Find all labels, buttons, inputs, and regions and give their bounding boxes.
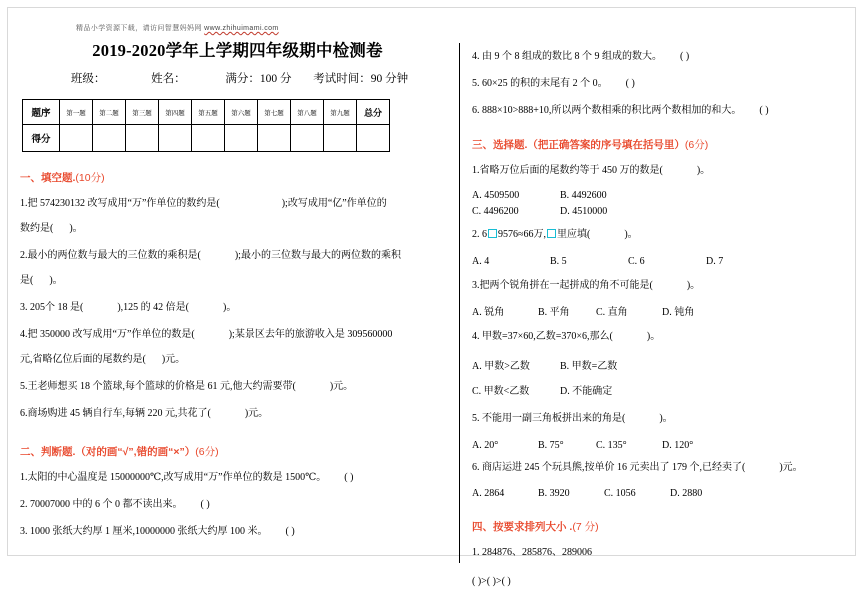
- question-tf-6: [472, 98, 853, 123]
- question-fill-4-text-b: );某景区去年的旅游收入是 309560000: [228, 329, 393, 340]
- option-mc-2-d[interactable]: D. 7: [706, 256, 724, 267]
- option-mc-2-b[interactable]: B. 5: [550, 256, 567, 267]
- question-fill-3-text-b: ),125 的 42 倍是(: [117, 302, 190, 313]
- section-points-fill-in-blank: (10分): [75, 172, 105, 184]
- question-mc-5-text: 5. 不能用一副三角板拼出来的角是(: [472, 413, 626, 424]
- watermark-url: www.zhihuimami.com: [204, 25, 279, 32]
- question-mc-4-text: 4. 甲数=37×60,乙数=370×6,那么(: [472, 331, 613, 342]
- full-marks-label: 满分：100 分: [225, 73, 292, 85]
- question-tf-1-text: 1.太阳的中心温度是 15000000℃,改写成用“万”作单位的数是 1500℃。: [20, 472, 327, 483]
- class-label: 班级：: [70, 73, 106, 85]
- digit-box-icon[interactable]: [488, 229, 497, 238]
- page-title: 2019-2020学年上学期四年级期中检测卷: [92, 41, 383, 60]
- option-mc-4-b[interactable]: B. 甲数=乙数: [560, 361, 618, 372]
- option-mc-4-c[interactable]: C. 甲数<乙数: [472, 386, 530, 397]
- question-tf-2-text: 2. 70007000 中的 6 个 0 都不读出来。: [20, 499, 183, 510]
- watermark: [76, 23, 447, 33]
- question-fill-6: [20, 401, 447, 426]
- score-cell-q1[interactable]: [60, 125, 93, 152]
- answer-parenthesis[interactable]: ( ): [200, 499, 210, 510]
- option-mc-1-b[interactable]: B. 4492600: [560, 190, 607, 201]
- question-mc-4-tail: )。: [646, 331, 661, 342]
- section-heading-fill-in-blank: [20, 170, 447, 185]
- score-cell-q5[interactable]: [192, 125, 225, 152]
- question-tf-6-text: 6. 888×10>888+10,所以两个数相乘的积比两个数相加的和大。: [472, 105, 742, 116]
- question-mc-2-text-c: 里应填(: [557, 229, 591, 240]
- option-mc-6-d[interactable]: D. 2880: [670, 488, 703, 499]
- answer-parenthesis[interactable]: ( ): [344, 472, 354, 483]
- question-tf-5: [472, 71, 853, 96]
- options-mc-5: [472, 436, 853, 455]
- question-mc-3: [472, 273, 853, 298]
- table-cell-total: 总分: [357, 100, 390, 125]
- right-column: [460, 0, 863, 587]
- question-order-1-text: 1. 284876、285876、289006: [472, 547, 592, 558]
- question-mc-6: [472, 457, 853, 479]
- options-mc-3: [472, 303, 853, 322]
- question-fill-6-text-a: 6.商场购进 45 辆自行车,每辆 220 元,共花了(: [20, 408, 211, 419]
- score-cell-q7[interactable]: [258, 125, 291, 152]
- question-tf-2: [20, 492, 447, 517]
- table-cell-q1: 第一题: [60, 100, 93, 125]
- question-mc-4: [472, 324, 853, 349]
- answer-parenthesis[interactable]: ( ): [759, 105, 769, 116]
- option-mc-5-a[interactable]: A. 20°: [472, 440, 499, 451]
- section-heading-true-false: [20, 444, 447, 459]
- table-row-question-order: [23, 100, 390, 125]
- score-cell-q8[interactable]: [291, 125, 324, 152]
- question-fill-4: [20, 322, 447, 372]
- question-fill-1-text-b: );改写成用“亿”作单位的: [281, 198, 387, 209]
- table-cell-q9: 第九题: [324, 100, 357, 125]
- table-cell-q8: 第八题: [291, 100, 324, 125]
- question-fill-2-text-b: );最小的三位数与最大的两位数的乘积: [234, 250, 401, 261]
- option-mc-5-d[interactable]: D. 120°: [662, 440, 694, 451]
- question-order-1: [472, 540, 853, 565]
- question-fill-1-text-c: 数约是(: [20, 223, 54, 234]
- question-fill-4-text-c: 元,省略亿位后面的尾数约是(: [20, 354, 146, 365]
- option-mc-6-b[interactable]: B. 3920: [538, 488, 570, 499]
- question-mc-2-text-b: 9576≈66万,: [498, 229, 546, 240]
- question-tf-3: [20, 519, 447, 544]
- option-mc-3-d[interactable]: D. 钝角: [662, 307, 695, 318]
- options-mc-6: [472, 484, 853, 503]
- question-tf-4-text: 4. 由 9 个 8 组成的数比 8 个 9 组成的数大。: [472, 51, 662, 62]
- table-cell-q5: 第五题: [192, 100, 225, 125]
- question-fill-5-text-b: )元。: [329, 381, 354, 392]
- table-cell-q4: 第四题: [159, 100, 192, 125]
- option-mc-5-c[interactable]: C. 135°: [596, 440, 627, 451]
- section-title-ordering: 四、按要求排列大小 .: [472, 521, 573, 533]
- table-cell-q7: 第七题: [258, 100, 291, 125]
- section-heading-ordering: [472, 519, 853, 534]
- left-column: [8, 0, 459, 563]
- question-fill-2: [20, 243, 447, 293]
- question-tf-1: [20, 465, 447, 490]
- section-points-true-false: (6分): [195, 446, 219, 458]
- section-title-multiple-choice: 三、选择题.（把正确答案的序号填在括号里）: [472, 139, 685, 151]
- table-row-score: [23, 125, 390, 152]
- option-mc-3-a[interactable]: A. 锐角: [472, 307, 505, 318]
- question-fill-1: [20, 191, 447, 241]
- score-table: [22, 99, 390, 152]
- question-fill-5-text-a: 5.王老师想买 18 个篮球,每个篮球的价格是 61 元,他大约需要带(: [20, 381, 296, 392]
- question-mc-5: [472, 406, 853, 431]
- question-tf-5-text: 5. 60×25 的积的末尾有 2 个 0。: [472, 78, 608, 89]
- score-cell-q6[interactable]: [225, 125, 258, 152]
- section-title-fill-in-blank: 一、填空题.: [20, 172, 76, 184]
- option-mc-3-b[interactable]: B. 平角: [538, 307, 570, 318]
- question-mc-5-tail: )。: [659, 413, 673, 424]
- option-mc-3-c[interactable]: C. 直角: [596, 307, 628, 318]
- options-mc-1: [472, 188, 853, 220]
- question-mc-1-tail: )。: [696, 165, 711, 176]
- question-fill-3: [20, 295, 447, 320]
- score-cell-total[interactable]: [357, 125, 390, 152]
- option-mc-1-a[interactable]: A. 4509500: [472, 190, 520, 201]
- question-mc-1: [472, 158, 853, 183]
- score-cell-q4[interactable]: [159, 125, 192, 152]
- table-cell-q2: 第二题: [93, 100, 126, 125]
- option-mc-4-d[interactable]: D. 不能确定: [560, 386, 613, 397]
- question-mc-2-text-a: 2. 6: [472, 229, 487, 240]
- name-label: 姓名：: [151, 73, 186, 85]
- exam-info-line: [32, 70, 447, 86]
- answer-parenthesis[interactable]: ( ): [680, 51, 690, 62]
- question-fill-1-text-a: 1.把 574230132 改写成用“万”作单位的数约是(: [20, 198, 220, 209]
- table-cell-q3: 第三题: [126, 100, 159, 125]
- option-mc-2-a[interactable]: A. 4: [472, 256, 490, 267]
- question-fill-3-text-a: 3. 205个 18 是(: [20, 302, 84, 313]
- option-mc-1-c[interactable]: C. 4496200: [472, 206, 519, 217]
- question-fill-3-text-c: )。: [223, 302, 237, 313]
- option-mc-6-c[interactable]: C. 1056: [604, 488, 636, 499]
- table-cell-q6: 第六题: [225, 100, 258, 125]
- score-table-wrapper: [22, 99, 447, 152]
- options-mc-2: [472, 252, 853, 271]
- answer-parenthesis[interactable]: ( ): [625, 78, 635, 89]
- question-mc-2: [472, 222, 853, 247]
- option-mc-4-a[interactable]: A. 甲数>乙数: [472, 361, 530, 372]
- digit-box-icon[interactable]: [547, 229, 556, 238]
- score-cell-q9[interactable]: [324, 125, 357, 152]
- section-points-multiple-choice: (6分): [684, 139, 709, 151]
- section-points-ordering: (7 分): [572, 521, 599, 533]
- question-fill-6-text-b: )元。: [244, 408, 269, 419]
- question-mc-6-tail: )元。: [779, 462, 803, 473]
- option-mc-6-a[interactable]: A. 2864: [472, 488, 505, 499]
- row-header-question-order: 题序: [23, 100, 60, 125]
- question-mc-6-text: 6. 商店运进 245 个玩具熊,按单价 16 元卖出了 179 个,已经卖了(: [472, 462, 746, 473]
- question-mc-1-text: 1.省略万位后面的尾数约等于 450 万的数是(: [472, 165, 663, 176]
- options-mc-4: [472, 354, 853, 404]
- section-title-true-false: 二、判断题.（对的画“√”,错的画“×”）: [20, 446, 196, 458]
- option-mc-2-c[interactable]: C. 6: [628, 256, 645, 267]
- score-cell-q3[interactable]: [126, 125, 159, 152]
- question-fill-5: [20, 374, 447, 399]
- option-mc-1-d[interactable]: D. 4510000: [560, 206, 608, 217]
- question-mc-3-text: 3.把两个锐角拼在一起拼成的角不可能是(: [472, 280, 653, 291]
- score-cell-q2[interactable]: [93, 125, 126, 152]
- question-fill-2-text-a: 2.最小的两位数与最大的三位数的乘积是(: [20, 250, 201, 261]
- question-mc-3-tail: )。: [686, 280, 701, 291]
- question-mc-2-tail: )。: [624, 229, 638, 240]
- answer-parenthesis[interactable]: ( ): [285, 526, 295, 537]
- question-tf-3-text: 3. 1000 张纸大约厚 1 厘米,10000000 张纸大约厚 100 米。: [20, 526, 268, 537]
- question-fill-1-text-d: )。: [69, 223, 83, 234]
- row-header-score: 得分: [23, 125, 60, 152]
- option-mc-5-b[interactable]: B. 75°: [538, 440, 564, 451]
- question-fill-2-text-c: 是(: [20, 275, 34, 286]
- question-fill-4-text-a: 4.把 350000 改写成用“万”作单位的数是(: [20, 329, 195, 340]
- question-fill-2-text-d: )。: [49, 275, 63, 286]
- question-tf-4: [472, 44, 853, 69]
- exam-time-label: 考试时间：90 分钟: [313, 73, 409, 85]
- section-heading-multiple-choice: [472, 137, 853, 152]
- question-fill-4-text-d: )元。: [161, 354, 186, 365]
- question-order-1-answer[interactable]: ( )>( )>( ): [472, 576, 511, 587]
- watermark-text: 精品小学资源下载，请访问智慧妈妈网: [76, 25, 202, 32]
